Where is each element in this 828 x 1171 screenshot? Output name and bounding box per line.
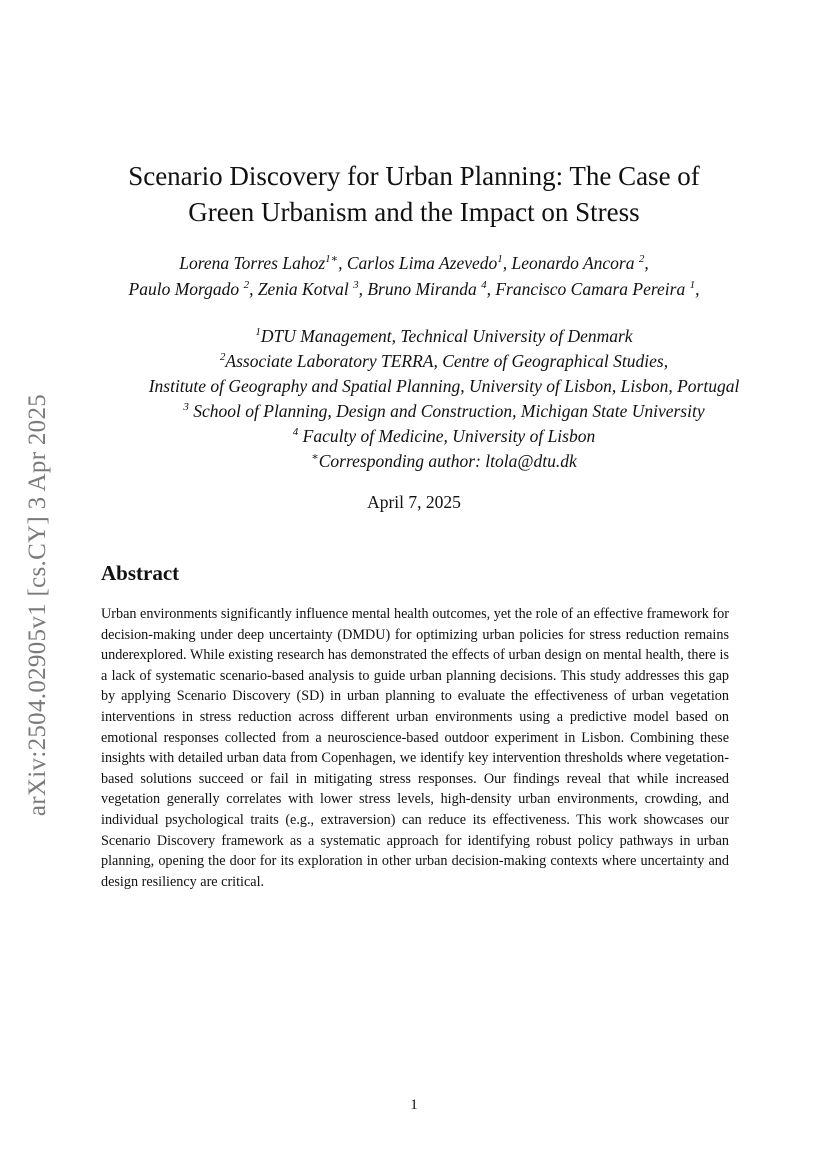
author-name: Lorena Torres Lahoz: [179, 253, 326, 273]
author-name: Paulo Morgado: [128, 279, 244, 299]
arxiv-identifier-text: arXiv:2504.02905v1 [cs.CY] 3 Apr 2025: [24, 393, 52, 817]
affiliation-mark: 1: [255, 326, 261, 339]
page-number: 1: [410, 1097, 418, 1113]
publication-date: April 7, 2025: [367, 492, 461, 512]
author-name: Bruno Miranda: [367, 279, 482, 299]
author-affiliation-mark: 1: [689, 279, 696, 292]
corresponding-author-mark: ∗: [311, 451, 319, 464]
author-separator: ,: [502, 253, 512, 273]
affiliation-line: [0, 349, 828, 374]
title-line-2: Green Urbanism and the Impact on Stress: [188, 197, 640, 227]
affiliation-text: Institute of Geography and Spatial Planning, University of Lisbon, Lisbon, Portugal: [148, 376, 740, 396]
author-affiliation-mark: 1∗: [325, 253, 339, 266]
author-affiliation-mark: 4: [481, 279, 487, 292]
author-separator: ,: [338, 253, 347, 273]
author-affiliation-mark: 1: [497, 253, 503, 266]
affiliation-line: [0, 399, 828, 424]
affiliation-text: DTU Management, Technical University of Denmark: [260, 326, 633, 346]
corresponding-author-line: [0, 449, 828, 474]
author-separator: ,: [249, 279, 258, 299]
author-line-1: [0, 250, 828, 276]
affiliation-text: Associate Laboratory TERRA, Centre of Geographical Studies,: [225, 351, 669, 371]
author-affiliation-mark: 3: [353, 279, 359, 292]
author-list: [0, 250, 828, 302]
affiliation-text: Faculty of Medicine, University of Lisbon: [298, 426, 596, 446]
abstract-heading: Abstract: [101, 561, 180, 585]
author-line-2: [0, 276, 828, 302]
affiliation-mark: 4: [292, 426, 299, 439]
author-separator: ,: [358, 279, 368, 299]
author-separator: ,: [644, 253, 649, 273]
affiliation-text: School of Planning, Design and Construction, Michigan State University: [188, 401, 705, 421]
author-affiliation-mark: 2: [638, 253, 645, 266]
affiliation-mark: 2: [219, 351, 226, 364]
affiliation-line: [0, 374, 828, 399]
author-name: Carlos Lima Azevedo: [346, 253, 498, 273]
author-name: Francisco Camara Pereira: [495, 279, 690, 299]
corresponding-author-text: Corresponding author: ltola@dtu.dk: [318, 451, 577, 471]
affiliations-block: [0, 324, 828, 474]
author-name: Zenia Kotval: [257, 279, 354, 299]
author-affiliation-mark: 2: [243, 279, 250, 292]
affiliation-mark: 3: [183, 401, 189, 414]
affiliation-line: [0, 324, 828, 349]
title-line-1: Scenario Discovery for Urban Planning: The Case of: [128, 161, 700, 191]
abstract-text: Urban environments significantly influence mental health outcomes, yet the role of an effective framework for decision-making under deep uncertainty (DMDU) for optimizing urban policies for stress reduction remains underexplored. While existing research has demonstrated the effects of urban design on mental health, there is a lack of systematic scenario-based analysis to guide urban planning decisions. This study addresses this gap by applying Scenario Discovery (SD) in urban planning to evaluate the effectiveness of urban vegetation interventions in stress reduction across different urban environments using a predictive model based on emotional responses collected from a neuroscience-based outdoor experiment in Lisbon. Combining these insights with detailed urban data from Copenhagen, we identify key intervention thresholds where vegetation-based solutions succeed or fail in mitigating stress responses. Our findings reveal that while increased vegetation generally correlates with lower stress levels, high-density urban environments, crowding, and individual psychological traits (e.g., extraversion) can reduce its effectiveness. This work showcases our Scenario Discovery framework as a systematic approach for identifying robust policy pathways in urban planning, opening the door for its exploration in other urban decision-making contexts where uncertainty and design resiliency are critical.: [101, 606, 729, 890]
affiliation-line: [0, 424, 828, 449]
paper-title: [0, 158, 828, 230]
author-separator: ,: [486, 279, 496, 299]
author-name: Leonardo Ancora: [511, 253, 639, 273]
author-separator: ,: [695, 279, 700, 299]
